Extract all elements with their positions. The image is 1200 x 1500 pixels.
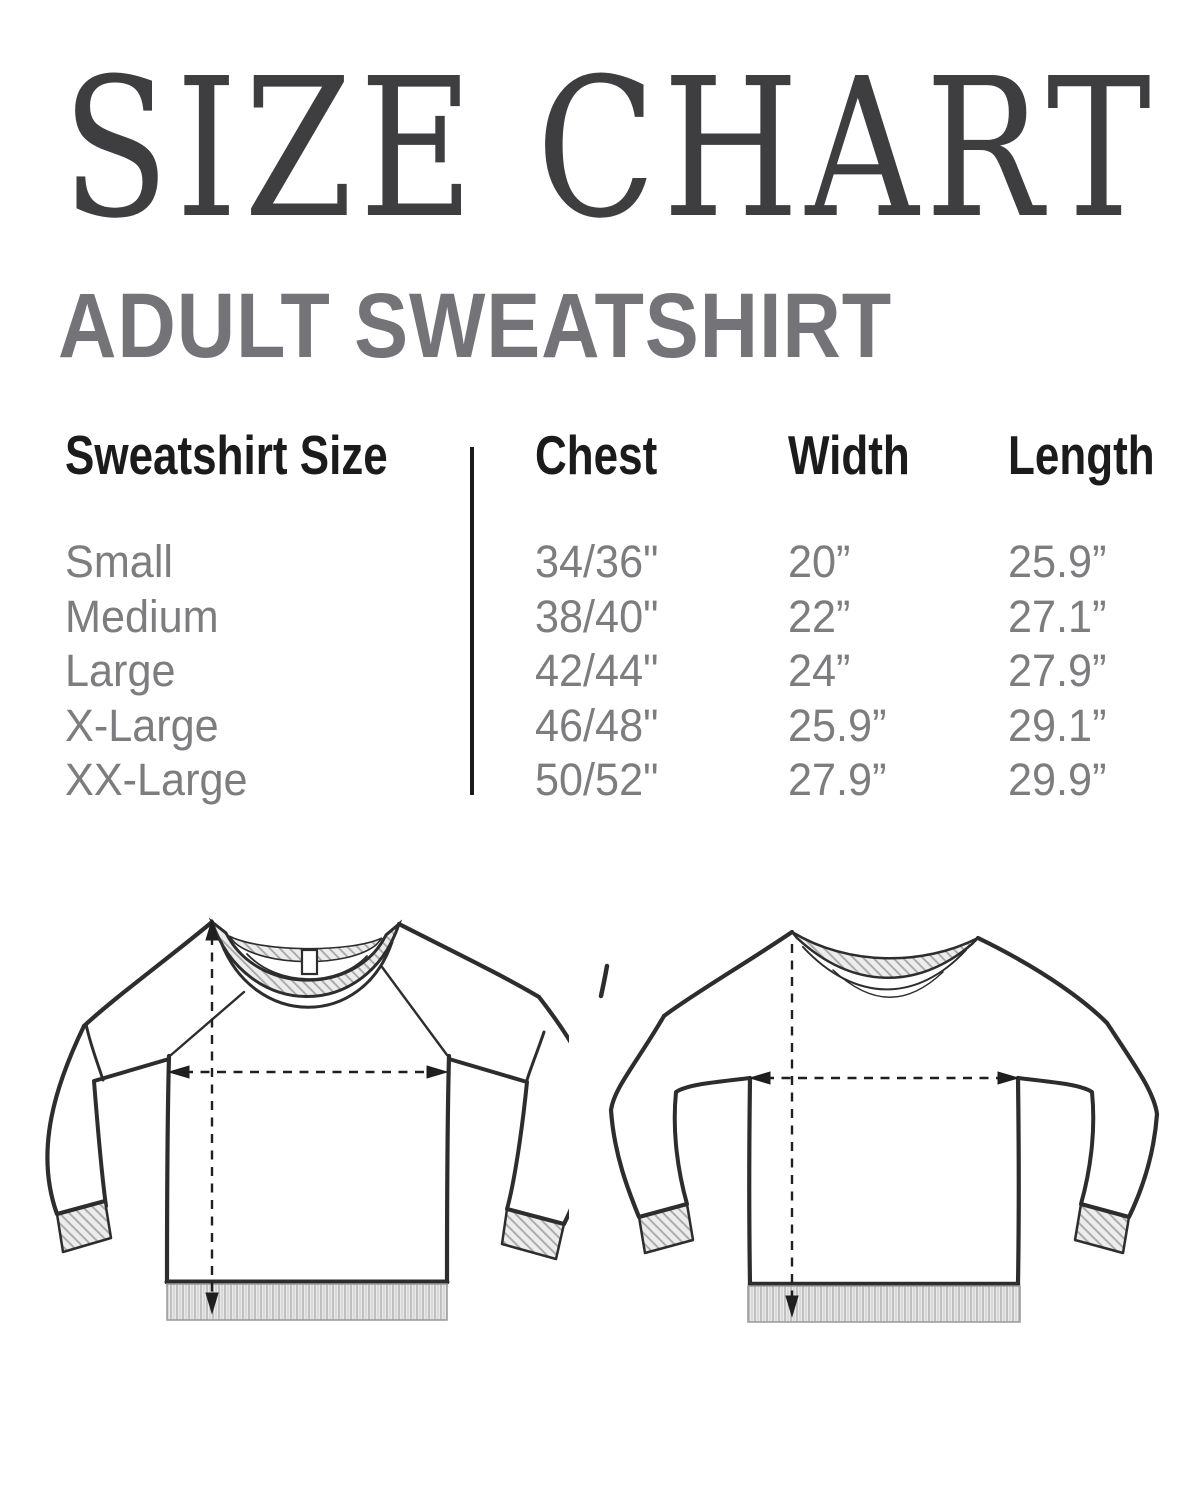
product-subtitle: ADULT SWEATSHIRT [58, 275, 893, 377]
front-left-underarm [94, 1059, 169, 1206]
table-row [0, 643, 1200, 698]
size-cell: Medium [65, 591, 219, 642]
width-measure-line [750, 1072, 1018, 1084]
back-body-right-edge [1018, 1078, 1019, 1284]
front-left-elbow-fold [86, 1024, 103, 1080]
width-arrow-right [427, 1066, 447, 1078]
front-left-outer-arm [47, 1026, 84, 1214]
front-left-shoulder-line [84, 922, 212, 1026]
chest-cell: 42/44" [535, 645, 659, 696]
chest-cell: 34/36" [535, 536, 659, 587]
column-header-chest: Chest [535, 424, 658, 486]
length-cell: 25.9” [1008, 536, 1107, 587]
front-right-raglan-seam [382, 967, 447, 1055]
width-arrow-left [750, 1072, 770, 1084]
chest-cell: 38/40" [535, 591, 659, 642]
width-measure-line [169, 1066, 447, 1078]
back-left-outer-arm [611, 1016, 664, 1217]
back-body-left-edge [749, 1078, 750, 1284]
back-collar-rib [792, 932, 978, 978]
width-arrow-right [998, 1072, 1018, 1084]
table-header-row [0, 425, 1200, 485]
sweatshirt-front-diagram-icon [14, 892, 569, 1332]
length-cell: 29.1” [1008, 700, 1107, 751]
column-header-width: Width [788, 424, 910, 486]
front-right-underarm [449, 1059, 527, 1209]
length-cell: 27.1” [1008, 591, 1107, 642]
front-body-right-edge [447, 1056, 449, 1282]
table-row [0, 752, 1200, 807]
front-right-shoulder-line [399, 924, 539, 997]
size-cell: X-Large [65, 700, 219, 751]
front-body-left-edge [167, 1056, 169, 1282]
front-right-elbow-fold [527, 1032, 544, 1080]
table-row [0, 698, 1200, 753]
width-cell: 27.9” [788, 754, 887, 805]
width-cell: 25.9” [788, 700, 887, 751]
length-cell: 29.9” [1008, 754, 1107, 805]
column-header-size: Sweatshirt Size [65, 424, 388, 486]
sweatshirt-back-diagram-icon [598, 892, 1186, 1342]
length-measure-line [786, 944, 798, 1316]
back-right-outer-arm [1107, 1023, 1157, 1217]
front-neck-label [302, 950, 317, 974]
column-header-length: Length [1008, 424, 1155, 486]
front-left-raglan-seam [171, 992, 244, 1055]
length-measure-line [206, 920, 218, 1313]
length-cell: 27.9” [1008, 645, 1107, 696]
chest-cell: 46/48" [535, 700, 659, 751]
back-left-shoulder-line [664, 932, 792, 1016]
width-arrow-left [169, 1066, 189, 1078]
chest-cell: 50/52" [535, 754, 659, 805]
page-title: SIZE CHART [62, 38, 1158, 261]
stray-mark [601, 966, 607, 996]
size-cell: Large [65, 645, 176, 696]
back-right-underarm [1018, 1078, 1093, 1204]
size-cell: Small [65, 536, 174, 587]
back-left-underarm [675, 1078, 750, 1204]
width-cell: 24” [788, 645, 851, 696]
back-right-shoulder-line [978, 938, 1107, 1023]
table-row [0, 589, 1200, 644]
table-row [0, 534, 1200, 589]
size-cell: XX-Large [65, 754, 248, 805]
width-cell: 20” [788, 536, 851, 587]
width-cell: 22” [788, 591, 851, 642]
